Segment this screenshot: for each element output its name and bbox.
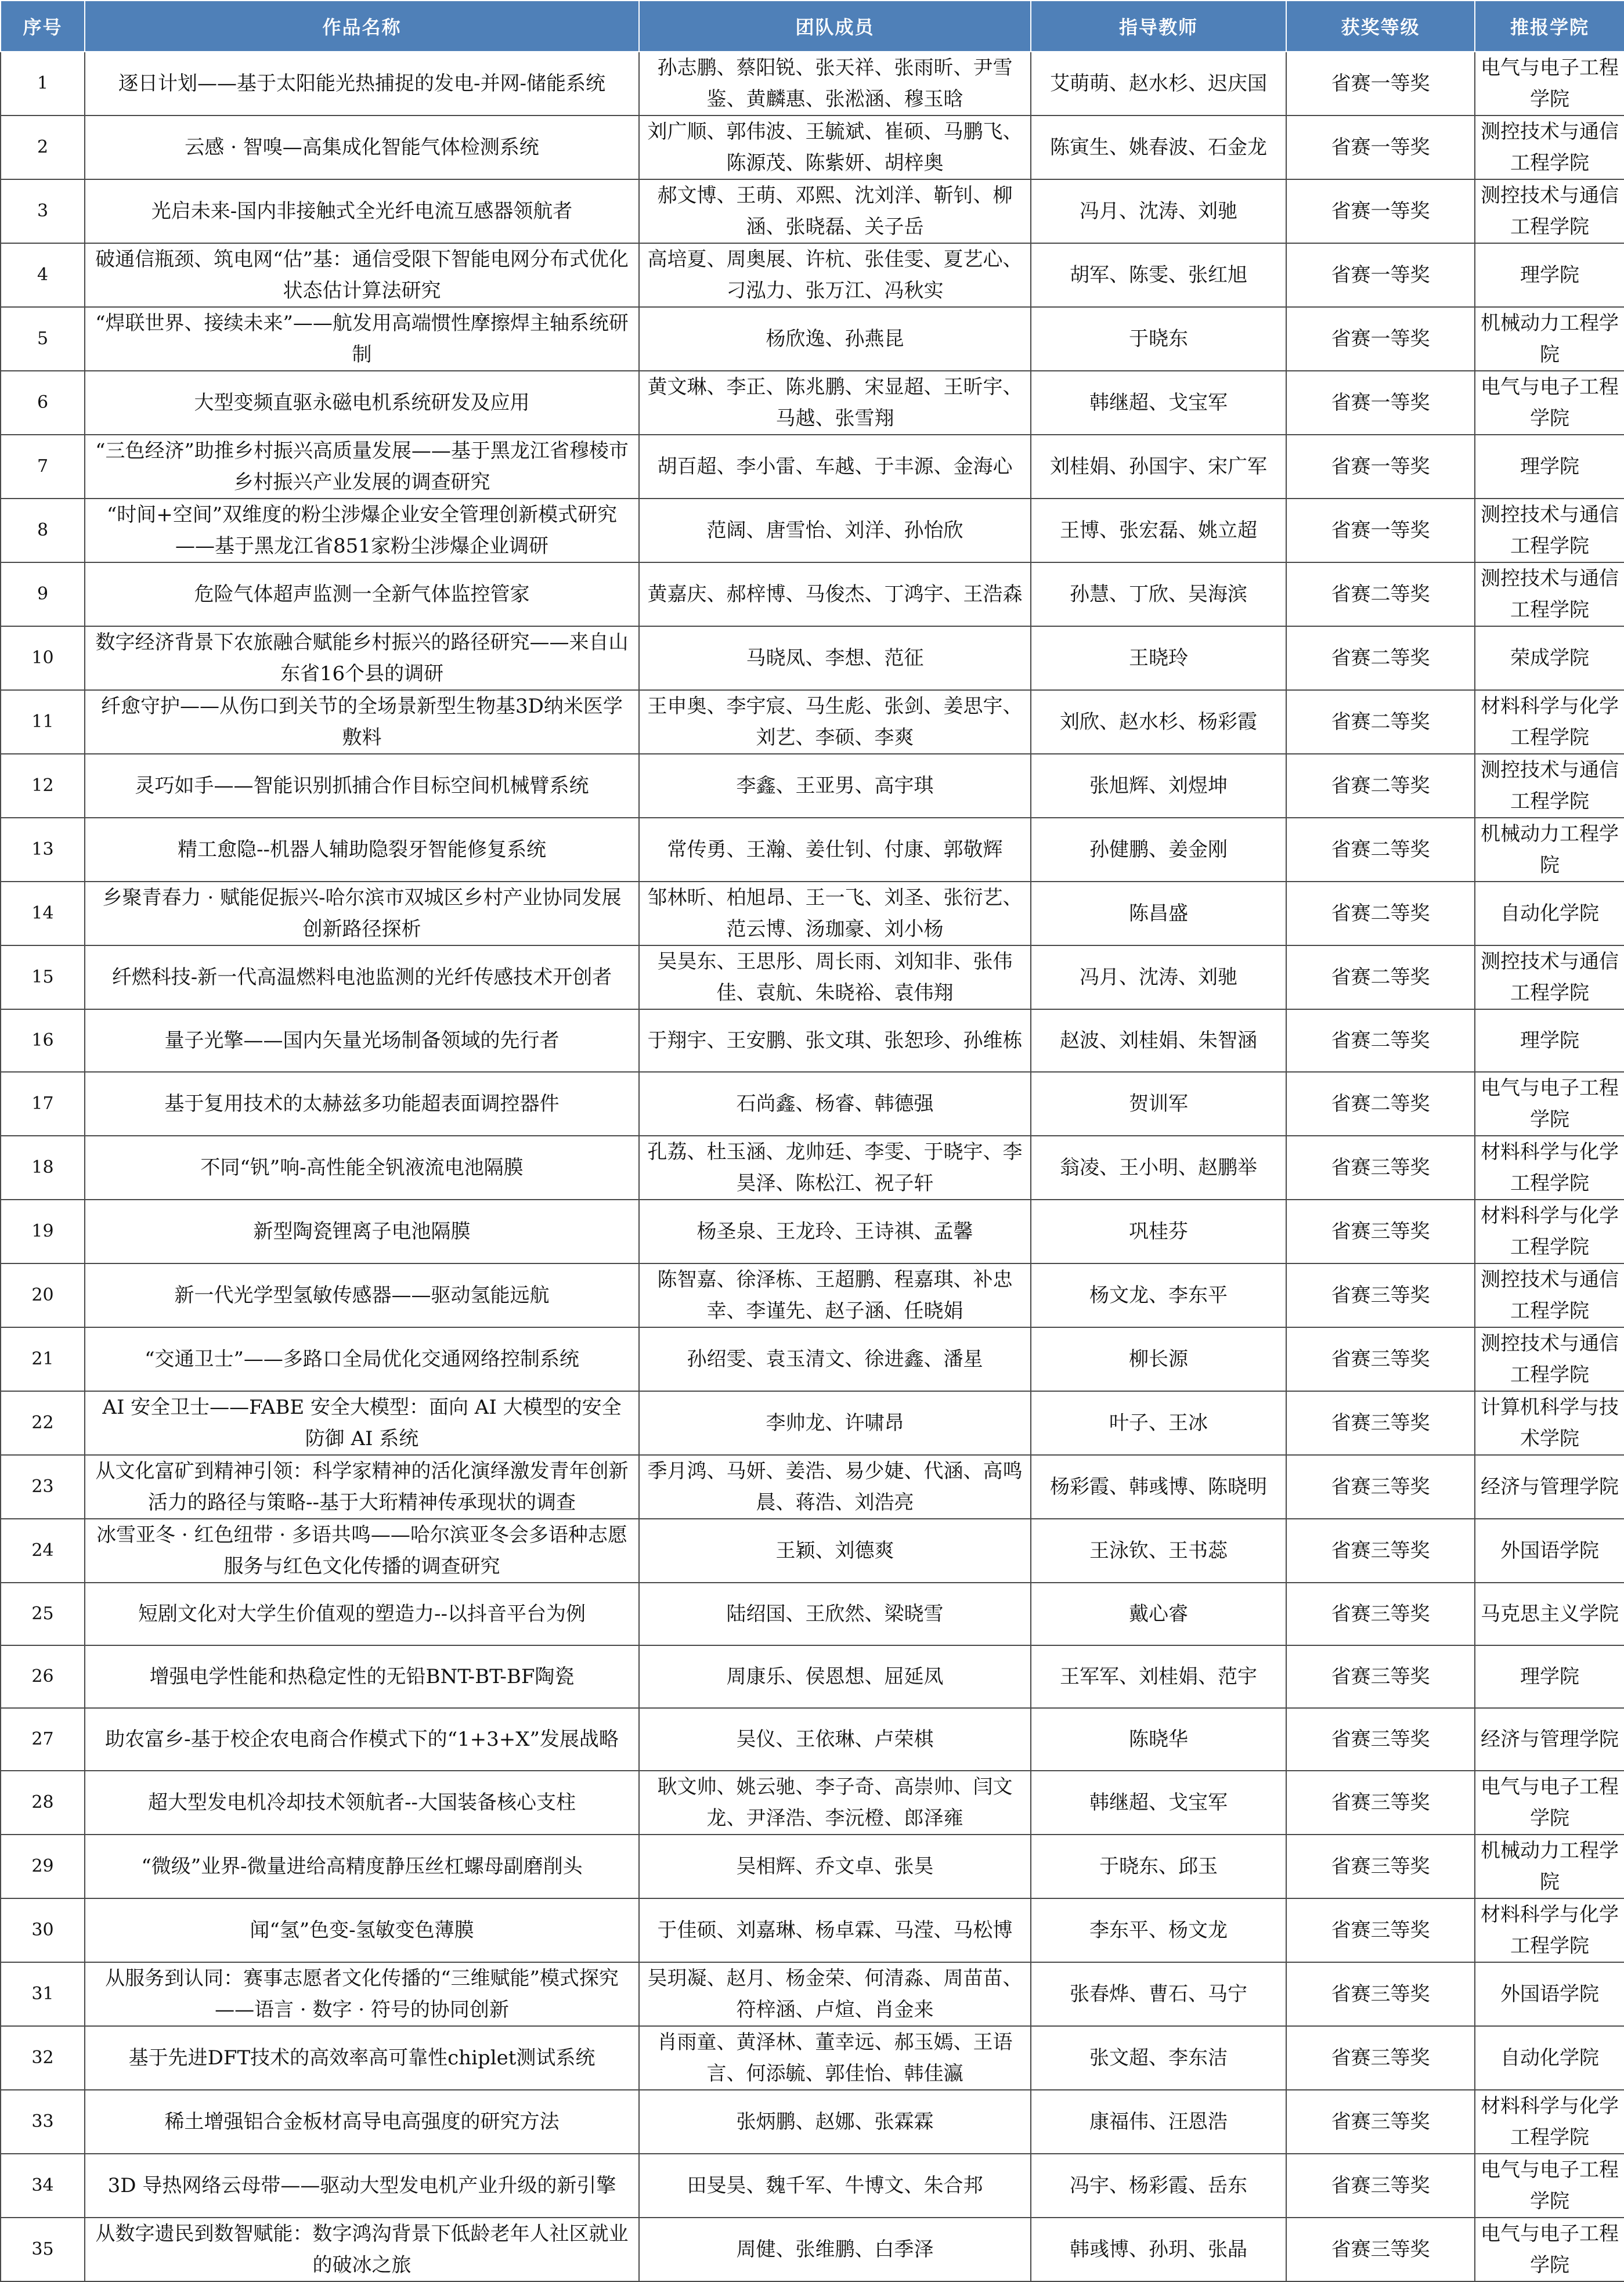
cell-school: 外国语学院 [1475,1519,1624,1583]
cell-members: 郝文博、王萌、邓熙、沈刘洋、靳钊、柳涵、张晓磊、关子岳 [639,179,1031,243]
cell-school: 理学院 [1475,1645,1624,1708]
table-row [1,1835,1624,1898]
table-header [1,1,1624,52]
cell-members: 孔荔、杜玉涵、龙帅廷、李雯、于晓宇、李昊泽、陈松江、祝子轩 [639,1136,1031,1200]
table-row [1,1771,1624,1835]
cell-advisors: 陈昌盛 [1031,882,1286,945]
cell-members: 吴相辉、乔文卓、张昊 [639,1835,1031,1898]
cell-school: 理学院 [1475,243,1624,307]
cell-members: 耿文帅、姚云驰、李子奇、高崇帅、闫文龙、尹泽浩、李沅橙、郎泽雍 [639,1771,1031,1835]
cell-title: 大型变频直驱永磁电机系统研发及应用 [85,371,639,435]
cell-level: 省赛一等奖 [1286,179,1475,243]
table-row [1,882,1624,945]
cell-title: “微级”业界-微量进给高精度静压丝杠螺母副磨削头 [85,1835,639,1898]
cell-advisors: 李东平、杨文龙 [1031,1898,1286,1962]
cell-title: 短剧文化对大学生价值观的塑造力--以抖音平台为例 [85,1583,639,1645]
cell-members: 王申奥、李宇宸、马生彪、张剑、姜思宇、刘艺、李硕、李爽 [639,690,1031,754]
cell-advisors: 翁凌、王小明、赵鹏举 [1031,1136,1286,1200]
cell-school: 电气与电子工程学院 [1475,52,1624,115]
cell-index: 11 [1,690,85,754]
cell-members: 刘广顺、郭伟波、王毓斌、崔硕、马鹏飞、陈源茂、陈紫妍、胡梓奥 [639,115,1031,179]
cell-members: 杨圣泉、王龙玲、王诗祺、孟馨 [639,1200,1031,1263]
cell-title: 不同“钒”响-高性能全钒液流电池隔膜 [85,1136,639,1200]
cell-level: 省赛三等奖 [1286,2218,1475,2281]
cell-level: 省赛一等奖 [1286,243,1475,307]
table-row [1,1708,1624,1771]
cell-index: 20 [1,1263,85,1327]
cell-title: AI 安全卫士——FABE 安全大模型：面向 AI 大模型的安全防御 AI 系统 [85,1391,639,1455]
cell-members: 吴玥凝、赵月、杨金荣、何清淼、周苗苗、符梓涵、卢煊、肖金来 [639,1962,1031,2026]
cell-members: 周康乐、侯恩想、屈延凤 [639,1645,1031,1708]
cell-school: 电气与电子工程学院 [1475,1072,1624,1136]
cell-title: 云感 · 智嗅—高集成化智能气体检测系统 [85,115,639,179]
cell-level: 省赛二等奖 [1286,754,1475,818]
cell-advisors: 张旭辉、刘煜坤 [1031,754,1286,818]
cell-members: 吴仪、王依琳、卢荣棋 [639,1708,1031,1771]
cell-advisors: 柳长源 [1031,1327,1286,1391]
cell-title: “交通卫士”——多路口全局优化交通网络控制系统 [85,1327,639,1391]
cell-advisors: 巩桂芬 [1031,1200,1286,1263]
table-row [1,2218,1624,2281]
cell-index: 28 [1,1771,85,1835]
cell-school: 理学院 [1475,435,1624,499]
cell-index: 3 [1,179,85,243]
cell-index: 23 [1,1455,85,1519]
cell-level: 省赛三等奖 [1286,1136,1475,1200]
table-row [1,1327,1624,1391]
cell-index: 9 [1,562,85,626]
cell-level: 省赛二等奖 [1286,882,1475,945]
table-row [1,1009,1624,1072]
cell-index: 10 [1,626,85,690]
cell-school: 电气与电子工程学院 [1475,2218,1624,2281]
cell-advisors: 贺训军 [1031,1072,1286,1136]
table-row [1,1645,1624,1708]
cell-title: “焊联世界、接续未来”——航发用高端惯性摩擦焊主轴系统研制 [85,307,639,371]
cell-advisors: 王泳钦、王书蕊 [1031,1519,1286,1583]
cell-title: 冰雪亚冬 · 红色纽带 · 多语共鸣——哈尔滨亚冬会多语种志愿服务与红色文化传播的调查研究 [85,1519,639,1583]
header-index: 序号 [1,1,85,52]
cell-level: 省赛一等奖 [1286,371,1475,435]
cell-advisors: 孙慧、丁欣、吴海滨 [1031,562,1286,626]
cell-index: 7 [1,435,85,499]
table-body [1,52,1624,2281]
cell-level: 省赛三等奖 [1286,1835,1475,1898]
cell-advisors: 王晓玲 [1031,626,1286,690]
cell-index: 5 [1,307,85,371]
cell-members: 马晓凤、李想、范征 [639,626,1031,690]
cell-title: 从服务到认同：赛事志愿者文化传播的“三维赋能”模式探究——语言 · 数字 · 符号的协同创新 [85,1962,639,2026]
cell-advisors: 杨彩霞、韩彧博、陈晓明 [1031,1455,1286,1519]
cell-level: 省赛三等奖 [1286,2026,1475,2090]
cell-title: 闻“氢”色变-氢敏变色薄膜 [85,1898,639,1962]
cell-advisors: 冯宇、杨彩霞、岳东 [1031,2154,1286,2218]
cell-advisors: 孙健鹏、姜金刚 [1031,818,1286,882]
cell-index: 21 [1,1327,85,1391]
table-row [1,1391,1624,1455]
cell-school: 电气与电子工程学院 [1475,1771,1624,1835]
cell-title: 破通信瓶颈、筑电网“估”基：通信受限下智能电网分布式优化状态估计算法研究 [85,243,639,307]
header-project-title: 作品名称 [85,1,639,52]
table-row [1,1263,1624,1327]
cell-advisors: 陈寅生、姚春波、石金龙 [1031,115,1286,179]
table-row [1,818,1624,882]
cell-members: 黄文琳、李正、陈兆鹏、宋显超、王昕宇、马越、张雪翔 [639,371,1031,435]
cell-index: 33 [1,2090,85,2154]
cell-advisors: 赵波、刘桂娟、朱智涵 [1031,1009,1286,1072]
cell-title: 基于先进DFT技术的高效率高可靠性chiplet测试系统 [85,2026,639,2090]
cell-school: 马克思主义学院 [1475,1583,1624,1645]
table-row [1,243,1624,307]
cell-members: 杨欣逸、孙燕昆 [639,307,1031,371]
cell-level: 省赛一等奖 [1286,307,1475,371]
cell-advisors: 张文超、李东洁 [1031,2026,1286,2090]
cell-title: 基于复用技术的太赫兹多功能超表面调控器件 [85,1072,639,1136]
table-row [1,2154,1624,2218]
cell-school: 材料科学与化学工程学院 [1475,690,1624,754]
cell-advisors: 韩继超、戈宝军 [1031,371,1286,435]
cell-school: 测控技术与通信工程学院 [1475,754,1624,818]
cell-school: 测控技术与通信工程学院 [1475,1327,1624,1391]
cell-title: 纤燃科技-新一代高温燃料电池监测的光纤传感技术开创者 [85,945,639,1009]
cell-advisors: 冯月、沈涛、刘驰 [1031,945,1286,1009]
cell-index: 22 [1,1391,85,1455]
cell-members: 李鑫、王亚男、高宇琪 [639,754,1031,818]
table-row [1,690,1624,754]
cell-index: 12 [1,754,85,818]
cell-members: 黄嘉庆、郝梓博、马俊杰、丁鸿宇、王浩森 [639,562,1031,626]
cell-title: 光启未来-国内非接触式全光纤电流互感器领航者 [85,179,639,243]
cell-title: 乡聚青春力 · 赋能促振兴-哈尔滨市双城区乡村产业协同发展创新路径探析 [85,882,639,945]
cell-members: 王颖、刘德爽 [639,1519,1031,1583]
cell-level: 省赛三等奖 [1286,1771,1475,1835]
header-row [1,1,1624,52]
table-row [1,1898,1624,1962]
cell-title: 增强电学性能和热稳定性的无铅BNT-BT-BF陶瓷 [85,1645,639,1708]
cell-school: 自动化学院 [1475,882,1624,945]
header-team-members: 团队成员 [639,1,1031,52]
table-row [1,2026,1624,2090]
cell-level: 省赛一等奖 [1286,52,1475,115]
cell-title: 从文化富矿到精神引领：科学家精神的活化演绎激发青年创新活力的路径与策略--基于大珩精神传承现状的调查 [85,1455,639,1519]
cell-school: 自动化学院 [1475,2026,1624,2090]
cell-members: 周健、张维鹏、白季泽 [639,2218,1031,2281]
cell-school: 测控技术与通信工程学院 [1475,1263,1624,1327]
cell-school: 材料科学与化学工程学院 [1475,1200,1624,1263]
cell-advisors: 陈晓华 [1031,1708,1286,1771]
table-row [1,307,1624,371]
cell-school: 测控技术与通信工程学院 [1475,562,1624,626]
cell-members: 高培夏、周奥展、许杭、张佳雯、夏艺心、刁泓力、张万江、冯秋实 [639,243,1031,307]
cell-index: 31 [1,1962,85,2026]
cell-title: 从数字遗民到数智赋能：数字鸿沟背景下低龄老年人社区就业的破冰之旅 [85,2218,639,2281]
table-row [1,1962,1624,2026]
cell-title: 新型陶瓷锂离子电池隔膜 [85,1200,639,1263]
cell-advisors: 王博、张宏磊、姚立超 [1031,499,1286,562]
cell-level: 省赛三等奖 [1286,1583,1475,1645]
cell-members: 胡百超、李小雷、车越、于丰源、金海心 [639,435,1031,499]
cell-advisors: 刘欣、赵水杉、杨彩霞 [1031,690,1286,754]
cell-title: 稀土增强铝合金板材高导电高强度的研究方法 [85,2090,639,2154]
cell-members: 吴昊东、王思彤、周长雨、刘知非、张伟佳、袁航、朱晓裕、袁伟翔 [639,945,1031,1009]
cell-advisors: 康福伟、汪恩浩 [1031,2090,1286,2154]
cell-members: 陈智嘉、徐泽栋、王超鹏、程嘉琪、补忠幸、李谨先、赵子涵、任晓娟 [639,1263,1031,1327]
cell-index: 6 [1,371,85,435]
cell-members: 李帅龙、许啸昂 [639,1391,1031,1455]
header-award-level: 获奖等级 [1286,1,1475,52]
cell-level: 省赛三等奖 [1286,1708,1475,1771]
cell-level: 省赛一等奖 [1286,115,1475,179]
cell-advisors: 于晓东 [1031,307,1286,371]
cell-advisors: 戴心睿 [1031,1583,1286,1645]
cell-members: 田旻昊、魏千军、牛博文、朱合邦 [639,2154,1031,2218]
cell-members: 张炳鹏、赵娜、张霖霖 [639,2090,1031,2154]
table-row [1,626,1624,690]
table-row [1,435,1624,499]
table-row [1,371,1624,435]
cell-index: 35 [1,2218,85,2281]
cell-index: 32 [1,2026,85,2090]
cell-members: 肖雨童、黄泽林、董幸远、郝玉嫣、王语言、何添毓、郭佳怡、韩佳瀛 [639,2026,1031,2090]
cell-advisors: 张春烨、曹石、马宁 [1031,1962,1286,2026]
cell-advisors: 杨文龙、李东平 [1031,1263,1286,1327]
cell-advisors: 韩彧博、孙玥、张晶 [1031,2218,1286,2281]
cell-title: 精工愈隐--机器人辅助隐裂牙智能修复系统 [85,818,639,882]
cell-level: 省赛二等奖 [1286,562,1475,626]
table-row [1,2090,1624,2154]
cell-title: 逐日计划——基于太阳能光热捕捉的发电-并网-储能系统 [85,52,639,115]
header-advisors: 指导教师 [1031,1,1286,52]
cell-index: 14 [1,882,85,945]
cell-advisors: 胡军、陈雯、张红旭 [1031,243,1286,307]
table-row [1,1072,1624,1136]
cell-title: 助农富乡-基于校企农电商合作模式下的“1+3+X”发展战略 [85,1708,639,1771]
cell-members: 孙绍雯、袁玉清文、徐进鑫、潘星 [639,1327,1031,1391]
cell-index: 1 [1,52,85,115]
cell-title: 超大型发电机冷却技术领航者--大国装备核心支柱 [85,1771,639,1835]
table-row [1,179,1624,243]
cell-level: 省赛三等奖 [1286,2154,1475,2218]
cell-level: 省赛二等奖 [1286,1009,1475,1072]
cell-index: 16 [1,1009,85,1072]
cell-advisors: 王军军、刘桂娟、范宇 [1031,1645,1286,1708]
cell-level: 省赛三等奖 [1286,1519,1475,1583]
cell-advisors: 冯月、沈涛、刘驰 [1031,179,1286,243]
cell-school: 计算机科学与技术学院 [1475,1391,1624,1455]
cell-level: 省赛二等奖 [1286,626,1475,690]
cell-level: 省赛一等奖 [1286,435,1475,499]
cell-index: 13 [1,818,85,882]
cell-advisors: 韩继超、戈宝军 [1031,1771,1286,1835]
cell-title: 数字经济背景下农旅融合赋能乡村振兴的路径研究——来自山东省16个县的调研 [85,626,639,690]
cell-level: 省赛二等奖 [1286,1072,1475,1136]
cell-index: 4 [1,243,85,307]
cell-level: 省赛二等奖 [1286,690,1475,754]
cell-index: 26 [1,1645,85,1708]
table-row [1,945,1624,1009]
cell-level: 省赛三等奖 [1286,1645,1475,1708]
cell-level: 省赛三等奖 [1286,1263,1475,1327]
table-row [1,499,1624,562]
cell-level: 省赛三等奖 [1286,1455,1475,1519]
header-nominating-school: 推报学院 [1475,1,1624,52]
table-row [1,1519,1624,1583]
table-row [1,1136,1624,1200]
cell-school: 理学院 [1475,1009,1624,1072]
cell-advisors: 于晓东、邱玉 [1031,1835,1286,1898]
cell-members: 范阔、唐雪怡、刘洋、孙怡欣 [639,499,1031,562]
cell-index: 24 [1,1519,85,1583]
cell-level: 省赛三等奖 [1286,1962,1475,2026]
cell-index: 17 [1,1072,85,1136]
cell-members: 石尚鑫、杨睿、韩德强 [639,1072,1031,1136]
table-row [1,1583,1624,1645]
cell-school: 机械动力工程学院 [1475,818,1624,882]
cell-school: 材料科学与化学工程学院 [1475,1898,1624,1962]
cell-school: 荣成学院 [1475,626,1624,690]
cell-school: 机械动力工程学院 [1475,1835,1624,1898]
cell-advisors: 刘桂娟、孙国宇、宋广军 [1031,435,1286,499]
cell-school: 电气与电子工程学院 [1475,2154,1624,2218]
table-row [1,1455,1624,1519]
table-row [1,115,1624,179]
cell-index: 18 [1,1136,85,1200]
cell-members: 陆绍国、王欣然、梁晓雪 [639,1583,1031,1645]
cell-school: 测控技术与通信工程学院 [1475,945,1624,1009]
table-row [1,562,1624,626]
cell-index: 19 [1,1200,85,1263]
cell-level: 省赛三等奖 [1286,1898,1475,1962]
cell-index: 27 [1,1708,85,1771]
cell-title: “时间+空间”双维度的粉尘涉爆企业安全管理创新模式研究——基于黑龙江省851家粉尘涉爆企业调研 [85,499,639,562]
cell-advisors: 叶子、王冰 [1031,1391,1286,1455]
cell-index: 29 [1,1835,85,1898]
cell-members: 孙志鹏、蔡阳锐、张天祥、张雨昕、尹雪鉴、黄麟惠、张淞涵、穆玉晗 [639,52,1031,115]
cell-school: 经济与管理学院 [1475,1708,1624,1771]
cell-school: 材料科学与化学工程学院 [1475,2090,1624,2154]
cell-title: 纤愈守护——从伤口到关节的全场景新型生物基3D纳米医学敷料 [85,690,639,754]
cell-school: 测控技术与通信工程学院 [1475,179,1624,243]
cell-level: 省赛二等奖 [1286,818,1475,882]
table-row [1,754,1624,818]
cell-title: 危险气体超声监测一全新气体监控管家 [85,562,639,626]
cell-level: 省赛二等奖 [1286,945,1475,1009]
cell-school: 测控技术与通信工程学院 [1475,115,1624,179]
cell-advisors: 艾萌萌、赵水杉、迟庆国 [1031,52,1286,115]
cell-members: 于翔宇、王安鹏、张文琪、张恕珍、孙维栋 [639,1009,1031,1072]
cell-index: 25 [1,1583,85,1645]
cell-school: 测控技术与通信工程学院 [1475,499,1624,562]
cell-level: 省赛一等奖 [1286,499,1475,562]
cell-index: 15 [1,945,85,1009]
cell-index: 2 [1,115,85,179]
cell-school: 外国语学院 [1475,1962,1624,2026]
cell-title: “三色经济”助推乡村振兴高质量发展——基于黑龙江省穆棱市乡村振兴产业发展的调查研究 [85,435,639,499]
cell-members: 邹林昕、柏旭昂、王一飞、刘圣、张衍艺、范云博、汤珈豪、刘小杨 [639,882,1031,945]
cell-members: 于佳硕、刘嘉琳、杨卓霖、马滢、马松博 [639,1898,1031,1962]
table-row [1,1200,1624,1263]
cell-index: 8 [1,499,85,562]
cell-title: 新一代光学型氢敏传感器——驱动氢能远航 [85,1263,639,1327]
table-row [1,52,1624,115]
cell-level: 省赛三等奖 [1286,1200,1475,1263]
cell-school: 机械动力工程学院 [1475,307,1624,371]
cell-school: 电气与电子工程学院 [1475,371,1624,435]
cell-school: 经济与管理学院 [1475,1455,1624,1519]
cell-index: 30 [1,1898,85,1962]
cell-title: 灵巧如手——智能识别抓捕合作目标空间机械臂系统 [85,754,639,818]
cell-members: 季月鸿、马妍、姜浩、易少婕、代涵、高鸣晨、蒋浩、刘浩亮 [639,1455,1031,1519]
cell-level: 省赛三等奖 [1286,2090,1475,2154]
cell-members: 常传勇、王瀚、姜仕钊、付康、郭敬辉 [639,818,1031,882]
cell-title: 3D 导热网络云母带——驱动大型发电机产业升级的新引擎 [85,2154,639,2218]
cell-level: 省赛三等奖 [1286,1327,1475,1391]
cell-school: 材料科学与化学工程学院 [1475,1136,1624,1200]
cell-title: 量子光擎——国内矢量光场制备领域的先行者 [85,1009,639,1072]
cell-level: 省赛三等奖 [1286,1391,1475,1455]
cell-index: 34 [1,2154,85,2218]
